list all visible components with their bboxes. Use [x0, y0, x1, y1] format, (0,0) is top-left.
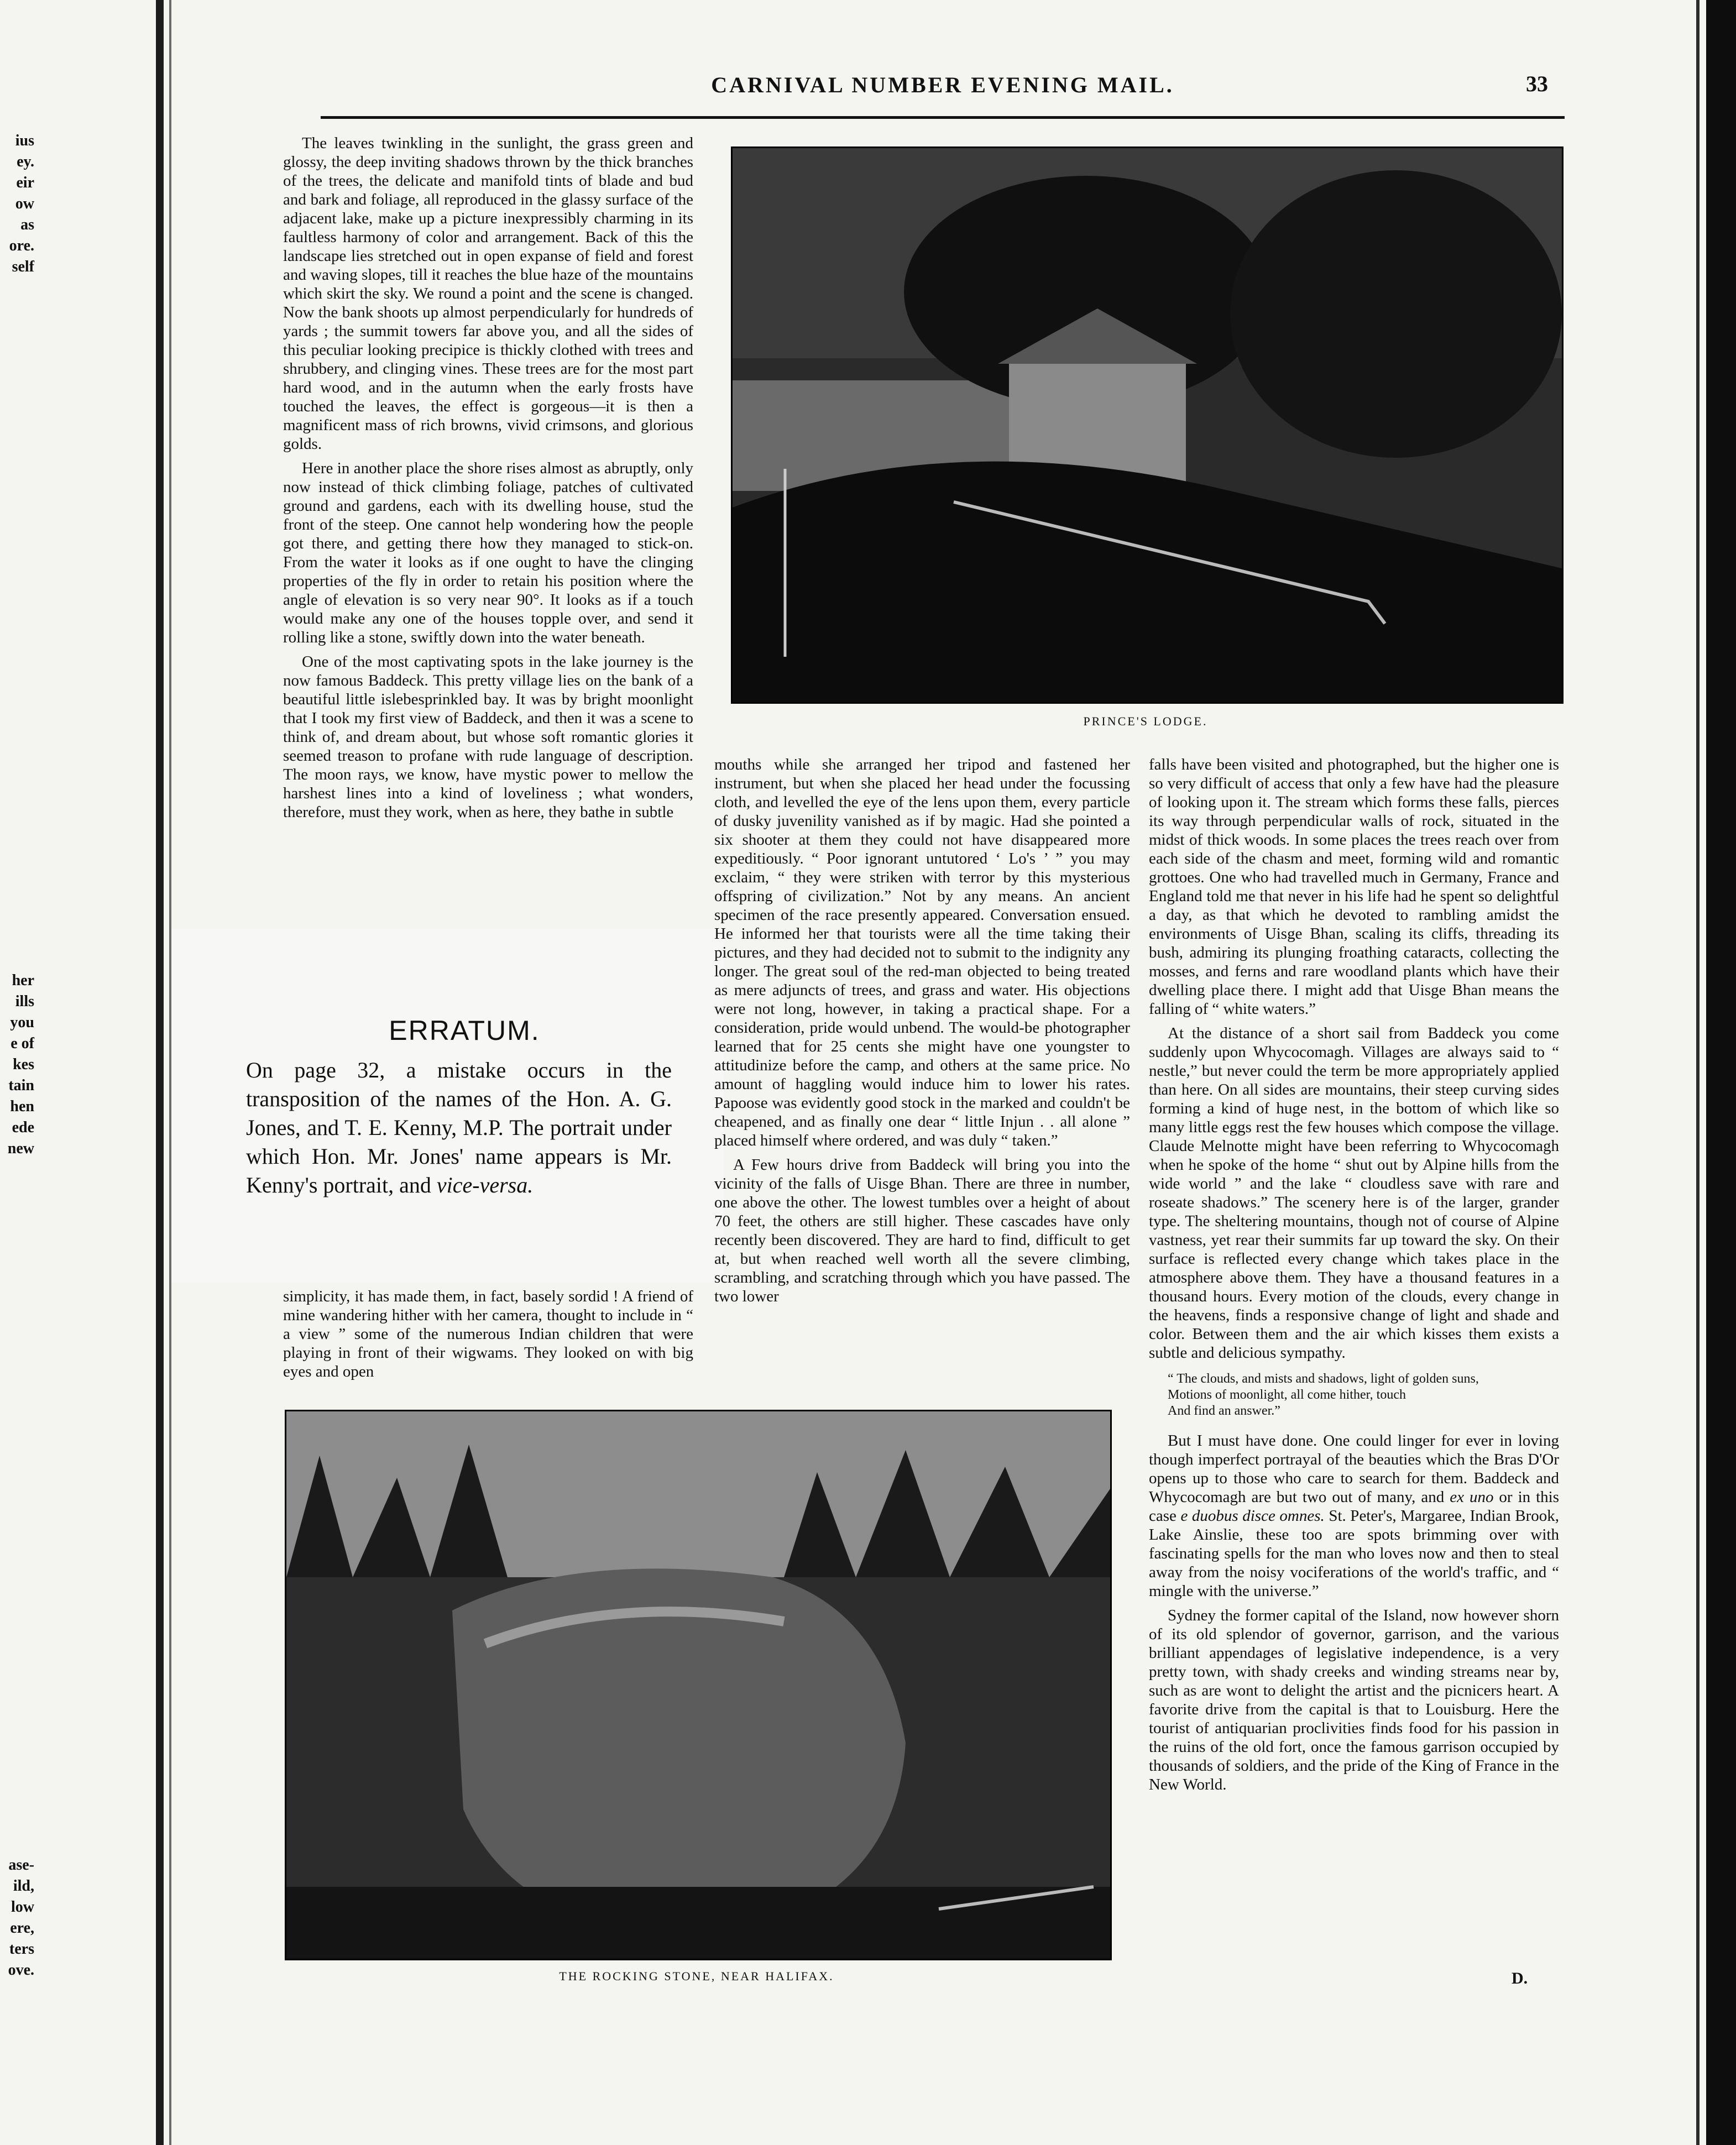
page-edge-line	[1696, 0, 1700, 2145]
col3-poem-quote: “ The clouds, and mists and shadows, light of golden suns, Motions of moonlight, all come hither, touch And find an answer.”	[1168, 1372, 1479, 1418]
page-number: 33	[1526, 71, 1548, 96]
prince-lodge-photo	[731, 147, 1564, 704]
col3-paragraph-4: Sydney the former capital of the Island, now however shorn of its old splendor of governor, garrison, and the various brilliant appendages of legislative independence, is a very pretty town, with shady creeks and winding streams near by, such as are wont to delight the artist and the picnicers heart. A favorite drive from the capital is that to Louisburg. Here the tourist of antiquarian proclivities finds food for his passion in the ruins of the old fort, once the famous garrison occupied by thousands of soldiers, and the pride of the King of France in the New World.	[1149, 1607, 1559, 1793]
col2-paragraph-1: mouths while she arranged her tripod and fastened her instrument, but when she placed her head under the focussing cloth, and levelled the eye of the lens upon them, every particle of dusky juvenility vanished as if by magic. Had she pointed a six shooter at them they could not have disappeared more expeditiously. “ Poor ignorant untutored ‘ Lo's ’ ” you may exclaim, “ they were striken with terror by this mysterious offspring of civilization.” Not by any means. An ancient specimen of the race presently appeared. Conversation ensued. He informed her that tourists were all the time taking their pictures, and they had decided not to submit to the indignity any longer. The great soul of the red-man objected to being treated as mere adjuncts of trees, and grass and water. His objections were not long, however, in taking a practical shape. For a consideration, pride would unbend. The would-be photographer learned that for 25 cents she might have one youngster to attitudinize before the camp, and others at the same price. No amount of haggling would induce him to lower his rates. Papoose was evidently good stock in the marked and couldn't be cheapened, and as finally one dear “ little Injun . . all alone ” placed himself where ordered, and was duly “ taken.”	[714, 756, 1130, 1149]
rocking-stone-photo	[285, 1410, 1112, 1960]
margin-scrap-bottom: ase- ild, low ere, ters ove.	[8, 1856, 34, 1979]
rocking-stone-caption: THE ROCKING STONE, NEAR HALIFAX.	[559, 1969, 834, 1983]
col1-paragraph-3-continued: simplicity, it has made them, in fact, basely sordid ! A friend of mine wandering hither with her camera, thought to include in “ a view ” some of the numerous Indian children that were playing in front of their wigwams. They looked on with big eyes and open	[283, 1288, 693, 1380]
header-rule	[321, 116, 1565, 119]
column-1	[283, 134, 693, 827]
author-signature: D.	[1512, 1969, 1528, 1987]
col3-paragraph-1: falls have been visited and photographed, but the higher one is so very difficult of access that only a few have had the pleasure of looking upon it. The stream which forms these falls, pierces its way through perpendicular walls of rock, situated in the midst of thick woods. In some places the trees reach over from each side of the chasm and meet, forming wild and romantic grottoes. One who had travelled much in Germany, France and England told me that never in his life had he spent so delightful a day, as that which he devoted to rambling amidst the environments of Uisge Bhan, scaling its cliffs, threading its bush, admiring its plunging froathing cataracts, collecting the mosses, and ferns and rare woodland plants which have their dwelling place there. I might add that Uisge Bhan means the falling of “ white waters.”	[1149, 756, 1559, 1018]
col1-paragraph-2: Here in another place the shore rises almost as abruptly, only now instead of thick climbing foliage, patches of cultivated ground and gardens, each with its dwelling house, stud the front of the steep. One cannot help wondering how the people got there, and getting there how they managed to stick-on. From the water it looks as if one ought to have the clinging properties of the fly in order to retain his position where the angle of elevation is so very near 90°. It looks as if a touch would make any one of the houses topple over, and send it rolling like a stone, swiftly down into the water beneath.	[283, 459, 693, 646]
rocking-stone-illustration	[286, 1411, 1110, 1959]
col1-paragraph-3: One of the most captivating spots in the lake journey is the now famous Baddeck. This pretty village lies on the bank of a beautiful little islebesprinkled bay. It was by bright moonlight that I took my first view of Baddeck, and then it was a scene to think of, and dream about, but whose soft romantic glories it seemed treason to profane with rude language of description. The moon rays, we know, have mystic power to mellow the harshest lines into a kind of loveliness ; what wonders, therefore, must they work, when as here, they bathe in subtle	[283, 653, 693, 821]
erratum-text: On page 32, a mistake occurs in the transposition of the names of the Hon. A. G. Jones, and T. E. Kenny, M.P. The portrait under which Hon. Mr. Jones' name appears is Mr. Kenny's portrait, and vice-versa.	[246, 1058, 672, 1197]
col3-paragraph-2: At the distance of a short sail from Baddeck you come suddenly upon Whycocomagh. Villages are always said to “ nestle,” but never could the term be more appropriately applied than here. On all sides are mountains, their steep curving sides forming a kind of huge nest, in the bottom of which like so many little eggs rest the few houses which compose the village. Claude Melnotte might have been referring to Whycocomagh when he spoke of the home “ shut out by Alpine hills from the wide world ” and the lake “ cloudless save with rare and roseate shadows.” The scenery here is of the larger, grander type. The sheltering mountains, though not of course of Alpine vastness, yet rear their summits far up toward the sky. On their surface is reflected every change which takes place in the atmosphere above them. They have a thousand features in a thousand hours. Every motion of the clouds, every change in the heavens, finds a responsive change of light and shade and color. Between them and the air which kisses them exists a subtle and delicious sympathy.	[1149, 1024, 1559, 1362]
prince-lodge-illustration	[733, 148, 1562, 702]
margin-scrap-middle: her ills you e of kes tain hen ede new	[7, 972, 34, 1157]
page-edge	[1706, 0, 1736, 2145]
erratum-title: ERRATUM.	[389, 1015, 540, 1046]
column-3	[1149, 755, 1559, 1799]
prince-lodge-caption: PRINCE'S LODGE.	[1083, 714, 1208, 728]
margin-scrap-top: ius ey. eir ow as ore. self	[9, 132, 34, 275]
page-header-title: CARNIVAL NUMBER EVENING MAIL.	[711, 72, 1174, 97]
col3-paragraph-3: But I must have done. One could linger for ever in loving though imperfect portrayal of the beauties which the Bras D'Or opens up to those who care to search for them. Baddeck and Whycocomagh are but two out of many, and ex uno or in this case e duobus disce omnes. St. Peter's, Margaree, Indian Brook, Lake Ainslie, these too are spots brimming over with fascinating spells for the man who loves now and then to steal away from the noisy vociferations of the world's traffic, and “ mingle with the universe.”	[1149, 1432, 1560, 1600]
col2-paragraph-2: A Few hours drive from Baddeck will bring you into the vicinity of the falls of Uisge Bhan. There are three in number, one above the other. The lowest tumbles over a height of about 70 feet, the others are still higher. These cascades have only recently been discovered. They are hard to find, difficult to get at, but when reached well worth all the severe climbing, scrambling, and scratching through which you have passed. The two lower	[714, 1156, 1130, 1305]
col1-paragraph-1: The leaves twinkling in the sunlight, the grass green and glossy, the deep inviting shadows thrown by the thick branches of the trees, the delicate and manifold tints of blade and bud and bark and foliage, all reproduced in the glassy surface of the adjacent lake, make up a picture inexpressibly charming in its faultless harmony of color and arrangement. Back of this the landscape lies stretched out in open expanse of field and forest and waving slopes, till it reaches the blue haze of the mountains which skirt the sky. We round a point and the scene is changed. Now the bank shoots up almost perpendicularly for hundreds of yards ; the summit towers far above you, and all the sides of this peculiar looking precipice is thickly clothed with trees and shrubbery, and clinging vines. These trees are for the most part hard wood, and in the autumn when the early frosts have touched the leaves, the effect is gorgeous—it is then a magnificent mass of rich browns, vivid crimsons, and glorious golds.	[283, 134, 693, 453]
column-2	[714, 755, 1130, 1311]
binding-gutter	[156, 0, 164, 2145]
column-1-continued	[283, 1287, 693, 1387]
